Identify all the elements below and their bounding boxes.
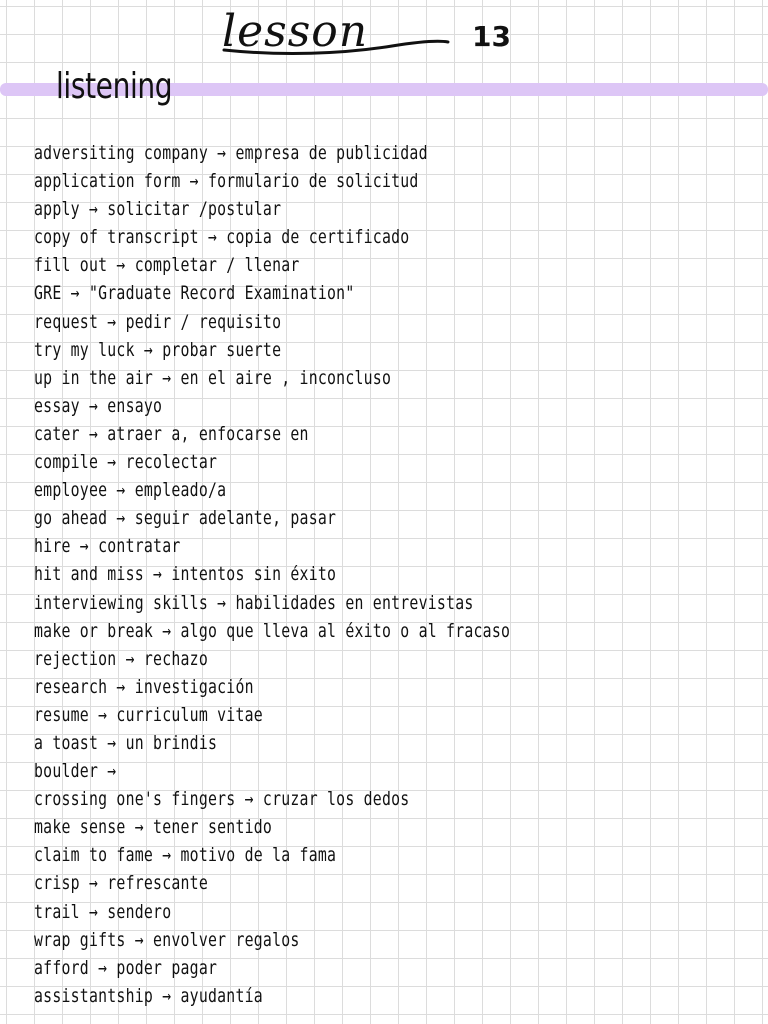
vocabulary-item: trail → sendero <box>34 900 172 923</box>
vocabulary-item: afford → poder pagar <box>34 956 218 979</box>
vocabulary-item: compile → recolectar <box>34 451 218 474</box>
vocabulary-item: try my luck → probar suerte <box>34 338 282 361</box>
vocabulary-item: rejection → rechazo <box>34 647 208 670</box>
vocabulary-item: cater → atraer a, enfocarse en <box>34 422 309 445</box>
vocabulary-item: hire → contratar <box>34 535 181 558</box>
vocabulary-item: adversiting company → empresa de publicidad <box>34 142 428 164</box>
lesson-title-text: lesson <box>222 6 369 57</box>
vocabulary-item: crossing one's fingers → cruzar los dedos <box>34 788 410 811</box>
vocabulary-item: copy of transcript → copia de certificado <box>34 226 410 249</box>
vocabulary-item: research → investigación <box>34 675 254 698</box>
vocabulary-item: make sense → tener sentido <box>34 816 273 839</box>
vocabulary-item: interviewing skills → habilidades en entrevistas <box>34 591 474 614</box>
vocabulary-item: application form → formulario de solicitud <box>34 170 419 193</box>
title-underline-swash <box>222 36 452 58</box>
vocabulary-list <box>34 139 644 1010</box>
vocabulary-item: employee → empleado/a <box>34 479 227 502</box>
vocabulary-item: a toast → un brindis <box>34 731 218 754</box>
vocabulary-item: wrap gifts → envolver regalos <box>34 928 300 951</box>
vocabulary-item: essay → ensayo <box>34 394 163 417</box>
vocabulary-item: request → pedir / requisito <box>34 310 282 333</box>
vocabulary-item: hit and miss → intentos sin éxito <box>34 563 337 586</box>
vocabulary-item: GRE → "Graduate Record Examination" <box>34 282 355 305</box>
lesson-number: 13 <box>472 20 511 53</box>
vocabulary-item: assistantship → ayudantía <box>34 984 263 1007</box>
vocabulary-item: fill out → completar / llenar <box>34 254 300 277</box>
vocabulary-item: make or break → algo que lleva al éxito o al fracaso <box>34 619 511 642</box>
vocabulary-item: claim to fame → motivo de la fama <box>34 844 337 867</box>
vocabulary-item: up in the air → en el aire , inconcluso <box>34 366 392 389</box>
vocabulary-item: crisp → refrescante <box>34 872 208 895</box>
section-heading: listening <box>56 66 173 107</box>
vocabulary-item: resume → curriculum vitae <box>34 703 263 726</box>
vocabulary-item: boulder → <box>34 760 117 783</box>
vocabulary-item: apply → solicitar /postular <box>34 198 282 221</box>
lesson-title <box>222 6 542 66</box>
vocabulary-item: go ahead → seguir adelante, pasar <box>34 507 337 530</box>
